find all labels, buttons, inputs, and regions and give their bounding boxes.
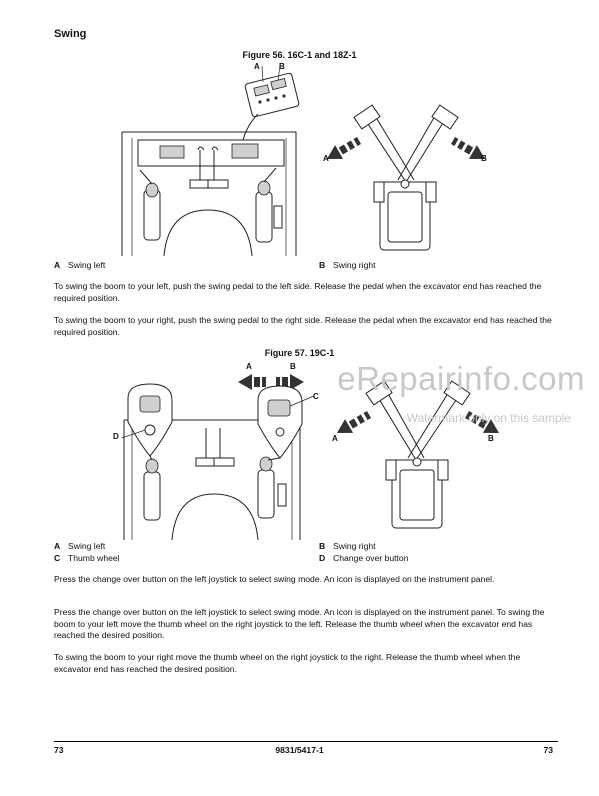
- legend-letter: A: [54, 541, 61, 551]
- figure-57-legend-d: [319, 553, 409, 565]
- figure-56-cab-illustration: [118, 60, 308, 256]
- figure-57-caption: Figure 57. 19C-1: [264, 348, 335, 358]
- paragraph: To swing the boom to your left, push the swing pedal to the left side. Release the pedal when the excavator end has reached the required position.: [54, 281, 542, 303]
- legend-text: Swing right: [333, 541, 376, 551]
- paragraph: Press the change over button on the left joystick to select swing mode. An icon is displayed on the instrument panel. To swing the boom to your left move the thumb wheel on the right joystick to the left. Release the thumb wheel when the excavator end has reached the desired position.: [54, 607, 545, 641]
- legend-text: Swing left: [68, 260, 106, 270]
- paragraph: To swing the boom to your right, push the swing pedal to the right side. Release the pedal when the excavator end has reached the required position.: [54, 315, 552, 337]
- figure-57-boom-swing-illustration: [330, 382, 506, 534]
- footer-rule: [54, 741, 558, 742]
- legend-letter: B: [319, 541, 326, 551]
- figure-57-legend-c: [54, 553, 120, 565]
- footer-doc-number: 9831/5417-1: [275, 745, 324, 755]
- figure-56-legend-b: [319, 260, 376, 272]
- figure-57-callout-c: C: [313, 392, 319, 401]
- legend-text: Swing right: [333, 260, 376, 270]
- figure-57-callout-a: A: [246, 362, 252, 371]
- footer-page-left: 73: [54, 745, 64, 755]
- watermark-note: Watermark only on this sample: [406, 411, 571, 425]
- paragraph: Press the change over button on the left joystick to select swing mode. An icon is displayed on the instrument panel.: [54, 574, 495, 584]
- legend-text: Change over button: [333, 553, 409, 563]
- footer-page-right: 73: [543, 745, 553, 755]
- figure-56-legend-a: [54, 260, 105, 272]
- figure-57-legend-a: [54, 541, 105, 553]
- legend-text: Thumb wheel: [68, 553, 120, 563]
- legend-letter: B: [319, 260, 326, 270]
- figure-56-caption: Figure 56. 16C-1 and 18Z-1: [242, 50, 357, 60]
- figure-56-boom-swing-illustration: [318, 100, 494, 260]
- legend-text: Swing left: [68, 541, 106, 551]
- figure-57-boom-callout-b: B: [488, 434, 494, 443]
- figure-56-callout-b: B: [279, 62, 285, 71]
- figure-56-boom-callout-b: B: [481, 154, 487, 163]
- figure-57-legend-b: [319, 541, 376, 553]
- legend-letter: C: [54, 553, 61, 563]
- legend-letter: D: [319, 553, 326, 563]
- paragraph: To swing the boom to your right move the thumb wheel on the right joystick to the right. Release the thumb wheel when the excavator end has reached the desired position.: [54, 652, 521, 674]
- legend-letter: A: [54, 260, 61, 270]
- figure-57-cab-illustration: [110, 360, 320, 540]
- figure-57-boom-callout-a: A: [332, 434, 338, 443]
- section-title: Swing: [54, 28, 87, 40]
- figure-57-callout-b: B: [290, 362, 296, 371]
- watermark-logo: eRepairinfo.com: [337, 360, 585, 397]
- figure-57-callout-d: D: [113, 432, 119, 441]
- figure-56-boom-callout-a: A: [323, 154, 329, 163]
- figure-56-callout-a: A: [254, 62, 260, 71]
